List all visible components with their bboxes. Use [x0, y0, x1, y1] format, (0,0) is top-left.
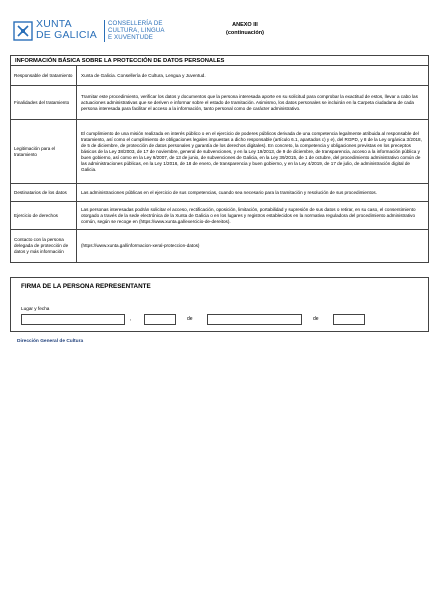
row-text: Xunta de Galicia. Consellería de Cultura, Lengua y Juventud. — [81, 72, 206, 78]
comma-separator: , — [130, 316, 132, 322]
row-text: Tramitar este procedimiento, verificar los datos y documentos que la persona interesada aporte en su solicitud para comprobar la exactitud de estos, llevar a cabo las actuaciones administrativas que se deriven e informar sobre el estado de tramitación. Asimismo, los datos personales se incluirán en la Carpeta ciudadana de cada persona interesada para facilitar el acceso a la información, tanto personal como de carácter administrativo. — [81, 93, 418, 111]
annex-heading — [205, 21, 285, 37]
annex-title: ANEXO III — [232, 22, 258, 28]
table-row — [11, 86, 428, 120]
department-line-2: CULTURA, LINGUA — [108, 27, 165, 35]
row-label: Finalidades del tratamiento — [11, 86, 77, 119]
table-title: INFORMACIÓN BÁSICA SOBRE LA PROTECCIÓN DE DATOS PERSONALES — [11, 56, 428, 66]
month-field[interactable] — [207, 314, 302, 325]
signature-title: FIRMA DE LA PERSONA REPRESENTANTE — [21, 283, 151, 290]
de-separator-1: de — [187, 316, 193, 322]
table-row — [11, 120, 428, 184]
logo-line-2: DE GALICIA — [36, 29, 97, 41]
table-row — [11, 202, 428, 230]
logo-line-1: XUNTA — [36, 18, 72, 30]
row-text: Las personas interesadas podrán solicitar el acceso, rectificación, oposición, limitación, portabilidad y supresión de sus datos o retirar, en su caso, el consentimiento otorgado a través de la sede electrónica de la Xunta de Galicia o en los lugares y registros establecidos en la normativa reguladora del procedimiento administrativo común, según se recoge en (https://www.xunta.gal/exercicio-de-dereitos). — [81, 206, 416, 224]
data-protection-table — [10, 55, 429, 263]
footer-issuer: Dirección General de Cultura — [17, 339, 84, 344]
row-label: Ejercicio de derechos — [11, 202, 77, 229]
year-field[interactable] — [333, 314, 365, 325]
row-label: Destinatarios de los datos — [11, 184, 77, 201]
table-row — [11, 184, 428, 202]
department-name — [108, 20, 165, 42]
logo-wordmark — [36, 19, 104, 41]
signature-block — [10, 277, 429, 332]
annex-subtitle: (continuación) — [226, 30, 264, 36]
day-field[interactable] — [144, 314, 176, 325]
table-row — [11, 230, 428, 262]
header-divider — [104, 20, 105, 42]
row-label: Responsable del tratamiento — [11, 66, 77, 85]
department-line-3: E XUVENTUDE — [108, 34, 153, 42]
xunta-emblem-icon — [12, 20, 34, 42]
department-line-1: CONSELLERÍA DE — [108, 20, 163, 27]
row-label: Contacto con la persona delegada de protección de datos y más información — [11, 230, 77, 262]
row-label: Legitimación para el tratamiento — [11, 120, 77, 183]
table-row — [11, 66, 428, 86]
de-separator-2: de — [313, 316, 319, 322]
place-field[interactable] — [21, 314, 125, 325]
row-text[interactable]: (https://www.xunta.gal/informacion-xeral-proteccion-datos) — [81, 243, 200, 248]
xunta-logo — [12, 18, 104, 44]
row-text: Las administraciones públicas en el ejercicio de sus competencias, cuando sea necesario para la tramitación y resolución de sus procedimientos. — [81, 189, 377, 195]
row-text: El cumplimiento de una misión realizada en interés público o en el ejercicio de poderes públicos derivada de una competencia legalmente atribuida al responsable del tratamiento, así como el cumplimiento de obligaciones legales impuestas a dicho responsable (artículo 6.1, apartados c) y e), del RGPD, y 8 de la Ley orgánica 3/2018, de 5 de diciembre, de protección de datos personales y garantía de los derechos digitales). En concreto, la competencia y obligaciones previstas en los preceptos básicos de la Ley 38/2003, de 17 de noviembre, general de subvenciones, y en la Ley 19/2013, de 9 de diciembre, de transparencia, acceso a la información pública y buen gobierno, así como en la Ley 9/2007, de 13 de junio, de subvenciones de Galicia, en la Ley 39/2015, de 1 de octubre, del procedimiento administrativo común de las administraciones públicas, en la Ley 1/2016, de 18 de enero, de transparencia y buen gobierno, y en la Ley 4/2019, de 17 de julio, de administración digital de Galicia. — [81, 130, 422, 172]
place-date-label: Lugar y fecha — [21, 306, 50, 311]
